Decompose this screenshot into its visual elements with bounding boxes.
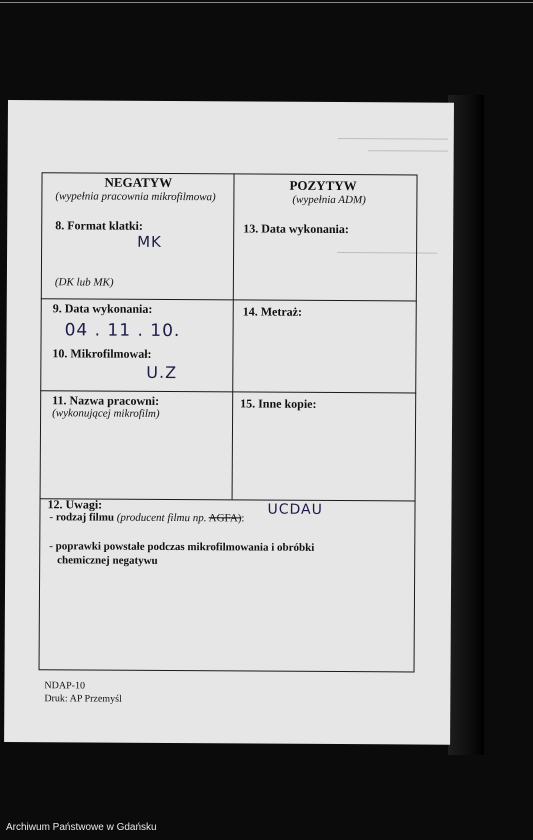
negatyw-title: NEGATYW xyxy=(104,174,173,191)
positive-date-label: 13. Data wykonania: xyxy=(243,221,349,237)
filmed-by-label: 10. Mikrofilmował: xyxy=(52,346,152,361)
filmed-by-handwritten: U.Z xyxy=(146,362,178,383)
negatyw-subtitle: (wypełnia pracownia mikrofilmowa) xyxy=(55,190,216,204)
top-edge-line xyxy=(0,2,533,3)
format-label: 8. Format klatki: xyxy=(55,218,143,233)
microfilm-form-card xyxy=(4,100,454,745)
film-type-colon: : xyxy=(241,512,245,525)
format-hint: (DK lub MK) xyxy=(54,276,114,289)
pozytyw-title: POZYTYW xyxy=(289,177,357,194)
scan-scratch xyxy=(338,138,448,140)
archive-caption: Archiwum Państwowe w Gdańsku xyxy=(6,822,157,833)
film-type-handwritten: UCDAU xyxy=(267,501,323,518)
print-shop: Druk: AP Przemyśl xyxy=(44,693,122,705)
film-type-prefix: - rodzaj filmu xyxy=(49,511,115,524)
film-type-line xyxy=(49,511,244,524)
print-code: NDAP-10 xyxy=(44,680,86,692)
film-type-hint: (producent filmu np. xyxy=(116,511,207,525)
format-handwritten-value: MK xyxy=(137,232,162,251)
scan-scratch xyxy=(368,150,448,151)
lab-name-hint: (wykonującej mikrofilm) xyxy=(52,407,160,420)
other-copies-label: 15. Inne kopie: xyxy=(240,396,317,411)
length-label: 14. Metraż: xyxy=(242,304,303,319)
pozytyw-subtitle: (wypełnia ADM) xyxy=(292,193,366,207)
remarks-label: 12. Uwagi: xyxy=(47,497,103,512)
form-frame xyxy=(39,172,418,672)
corrections-line-1: - poprawki powstałe podczas mikrofilmowania i obróbki xyxy=(49,540,315,554)
negative-date-label: 9. Data wykonania: xyxy=(52,301,153,316)
corrections-line-2: chemicznej negatywu xyxy=(57,554,158,567)
film-type-struck: AGFA) xyxy=(208,512,242,525)
negative-date-handwritten: 04 . 11 . 10. xyxy=(64,320,181,342)
lab-name-label: 11. Nazwa pracowni: xyxy=(52,393,160,408)
